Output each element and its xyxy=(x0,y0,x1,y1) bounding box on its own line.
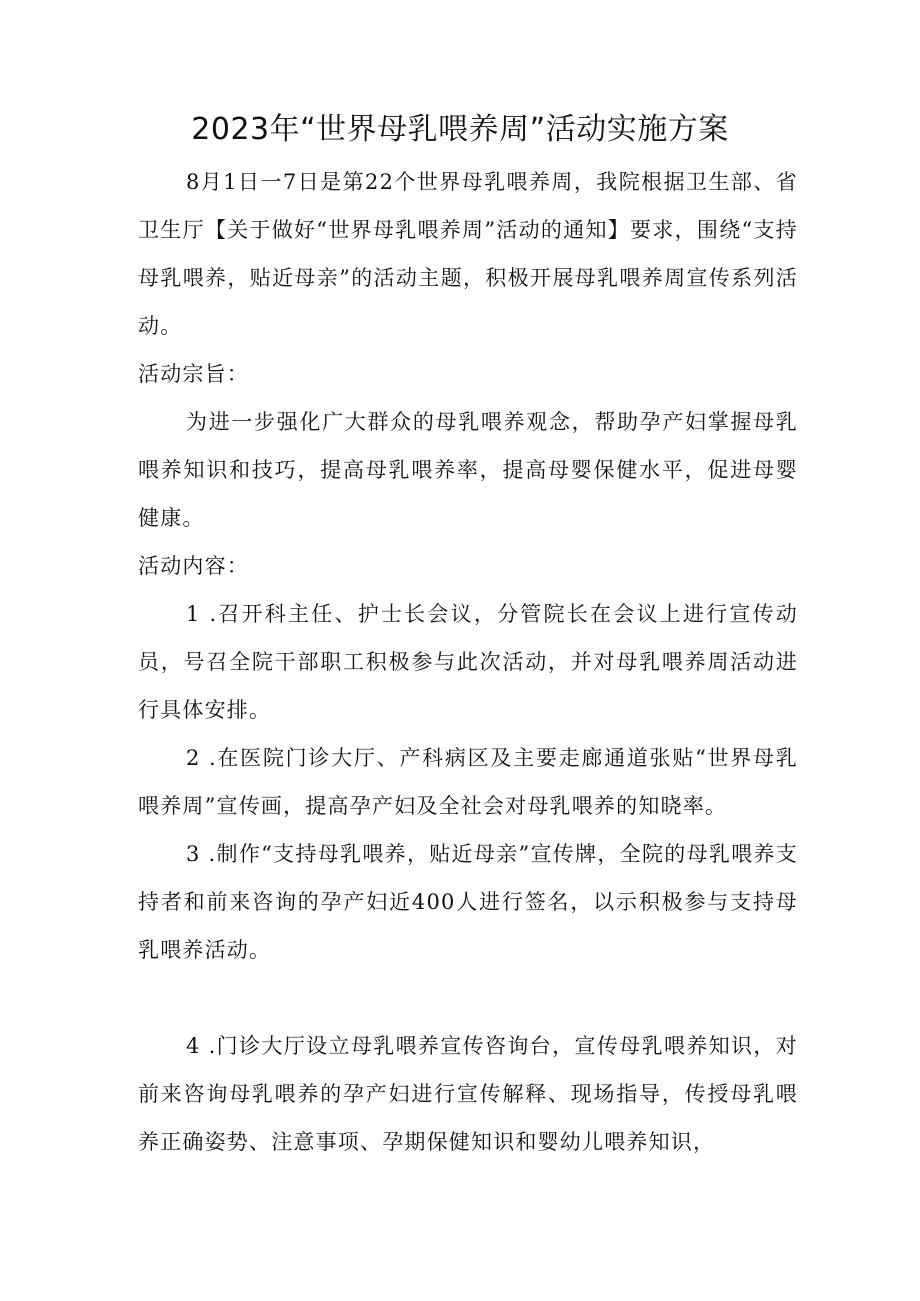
section-heading-content: 活动内容： xyxy=(138,554,249,578)
list-item-2: 2 .在医院门诊大厅、产科病区及主要走廊通道张贴“世界母乳喂养周”宣传画，提高孕产妇及全社会对母乳喂养的知晓率。 xyxy=(138,746,798,818)
list-item-1: 1 .召开科主任、护士长会议，分管院长在会议上进行宣传动员，号召全院干部职工积极参与此次活动，并对母乳喂养周活动进行具体安排。 xyxy=(138,602,798,722)
document-title: 2023年“世界母乳喂养周”活动实施方案 xyxy=(191,112,729,147)
section-heading-purpose: 活动宗旨： xyxy=(138,362,249,386)
purpose-paragraph: 为进一步强化广大群众的母乳喂养观念，帮助孕产妇掌握母乳喂养知识和技巧，提高母乳喂养率，提高母婴保健水平，促进母婴健康。 xyxy=(138,410,798,530)
intro-paragraph: 8月1日一7日是第22个世界母乳喂养周，我院根据卫生部、省卫生厅【关于做好“世界母乳喂养周”活动的通知】要求，围绕“支持母乳喂养，贴近母亲”的活动主题，积极开展母乳喂养周宣传系列活动。 xyxy=(138,170,798,338)
list-item-3: 3 .制作“支持母乳喂养，贴近母亲”宣传牌，全院的母乳喂养支持者和前来咨询的孕产妇近400人进行签名，以示积极参与支持母乳喂养活动。 xyxy=(138,842,798,962)
list-item-4: 4 .门诊大厅设立母乳喂养宣传咨询台，宣传母乳喂养知识，对前来咨询母乳喂养的孕产妇进行宣传解释、现场指导，传授母乳喂养正确姿势、注意事项、孕期保健知识和婴幼儿喂养知识， xyxy=(138,1034,798,1154)
